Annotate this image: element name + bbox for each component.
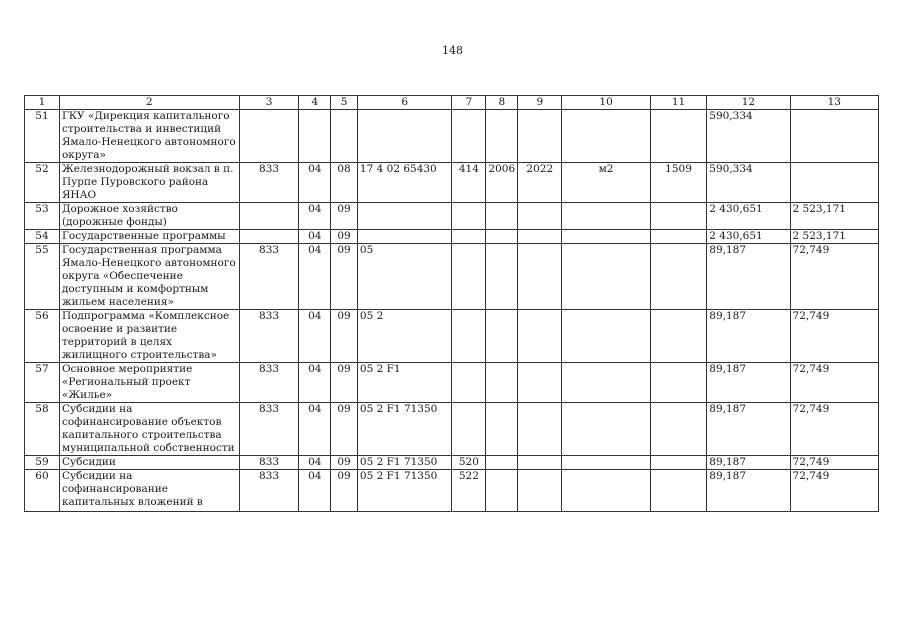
cell-end-year — [518, 470, 562, 512]
cell-unit — [562, 244, 650, 310]
cell-amount-year1: 89,187 — [707, 244, 790, 310]
cell-row-number: 57 — [25, 363, 60, 403]
cell-start-year — [486, 203, 518, 230]
cell-capacity — [650, 310, 707, 363]
cell-capacity — [650, 456, 707, 470]
column-header: 9 — [518, 96, 562, 110]
cell-unit — [562, 363, 650, 403]
cell-name: Подпрограмма «Комплексное освоение и развитие территорий в целях жилищного строительства» — [59, 310, 239, 363]
cell-row-number: 59 — [25, 456, 60, 470]
cell-amount-year2: 2 523,171 — [790, 230, 878, 244]
table-row — [25, 203, 879, 230]
cell-amount-year2 — [790, 110, 878, 163]
column-header: 1 — [25, 96, 60, 110]
cell-ministry: 833 — [239, 163, 299, 203]
cell-ministry: 833 — [239, 244, 299, 310]
cell-expense-type — [452, 244, 486, 310]
cell-section: 04 — [299, 244, 331, 310]
cell-target-article — [357, 230, 452, 244]
cell-unit — [562, 110, 650, 163]
cell-row-number: 60 — [25, 470, 60, 512]
cell-ministry: 833 — [239, 470, 299, 512]
cell-unit — [562, 310, 650, 363]
cell-capacity — [650, 110, 707, 163]
column-header: 3 — [239, 96, 299, 110]
cell-expense-type — [452, 403, 486, 456]
cell-unit — [562, 456, 650, 470]
column-header: 10 — [562, 96, 650, 110]
cell-name: Субсидии на софинансирование объектов капитального строительства муниципальной собственности — [59, 403, 239, 456]
cell-row-number: 58 — [25, 403, 60, 456]
cell-name: Дорожное хозяйство (дорожные фонды) — [59, 203, 239, 230]
cell-end-year: 2022 — [518, 163, 562, 203]
column-header: 8 — [486, 96, 518, 110]
table-row — [25, 363, 879, 403]
cell-start-year — [486, 310, 518, 363]
cell-expense-type — [452, 310, 486, 363]
cell-amount-year2: 72,749 — [790, 310, 878, 363]
header-row — [25, 96, 879, 110]
cell-unit — [562, 470, 650, 512]
cell-section: 04 — [299, 230, 331, 244]
cell-subsection: 09 — [331, 456, 358, 470]
column-header: 5 — [331, 96, 358, 110]
cell-ministry: 833 — [239, 363, 299, 403]
cell-capacity — [650, 203, 707, 230]
cell-ministry: 833 — [239, 310, 299, 363]
cell-subsection: 09 — [331, 470, 358, 512]
cell-ministry: 833 — [239, 456, 299, 470]
cell-name: Государственная программа Ямало-Ненецкого автономного округа «Обеспечение доступным и комфортным жильем населения» — [59, 244, 239, 310]
cell-subsection — [331, 110, 358, 163]
cell-section — [299, 110, 331, 163]
cell-end-year — [518, 310, 562, 363]
cell-capacity — [650, 403, 707, 456]
cell-end-year — [518, 456, 562, 470]
cell-amount-year2: 72,749 — [790, 456, 878, 470]
cell-expense-type — [452, 363, 486, 403]
cell-expense-type — [452, 110, 486, 163]
cell-subsection: 09 — [331, 403, 358, 456]
cell-start-year — [486, 110, 518, 163]
cell-subsection: 08 — [331, 163, 358, 203]
cell-target-article: 05 — [357, 244, 452, 310]
cell-start-year — [486, 230, 518, 244]
cell-subsection: 09 — [331, 230, 358, 244]
cell-unit — [562, 230, 650, 244]
table-row — [25, 470, 879, 512]
cell-end-year — [518, 203, 562, 230]
table-row — [25, 163, 879, 203]
cell-capacity — [650, 230, 707, 244]
column-header: 6 — [357, 96, 452, 110]
cell-section: 04 — [299, 163, 331, 203]
cell-row-number: 54 — [25, 230, 60, 244]
cell-start-year — [486, 403, 518, 456]
cell-target-article: 05 2 F1 — [357, 363, 452, 403]
cell-end-year — [518, 363, 562, 403]
cell-section: 04 — [299, 403, 331, 456]
column-header: 2 — [59, 96, 239, 110]
cell-amount-year1: 89,187 — [707, 456, 790, 470]
cell-start-year: 2006 — [486, 163, 518, 203]
table-row — [25, 456, 879, 470]
cell-amount-year1: 89,187 — [707, 363, 790, 403]
column-header: 7 — [452, 96, 486, 110]
cell-amount-year1: 2 430,651 — [707, 203, 790, 230]
cell-target-article — [357, 110, 452, 163]
cell-section: 04 — [299, 470, 331, 512]
cell-start-year — [486, 363, 518, 403]
cell-amount-year2: 72,749 — [790, 363, 878, 403]
cell-ministry: 833 — [239, 403, 299, 456]
cell-row-number: 56 — [25, 310, 60, 363]
cell-amount-year1: 2 430,651 — [707, 230, 790, 244]
cell-section: 04 — [299, 203, 331, 230]
cell-subsection: 09 — [331, 244, 358, 310]
cell-expense-type: 522 — [452, 470, 486, 512]
column-header: 11 — [650, 96, 707, 110]
cell-section: 04 — [299, 310, 331, 363]
cell-section: 04 — [299, 456, 331, 470]
cell-name: Государственные программы — [59, 230, 239, 244]
cell-row-number: 55 — [25, 244, 60, 310]
cell-amount-year1: 89,187 — [707, 403, 790, 456]
cell-target-article: 17 4 02 65430 — [357, 163, 452, 203]
cell-ministry — [239, 110, 299, 163]
cell-amount-year2: 72,749 — [790, 244, 878, 310]
cell-expense-type: 414 — [452, 163, 486, 203]
cell-section: 04 — [299, 363, 331, 403]
cell-start-year — [486, 470, 518, 512]
cell-expense-type — [452, 203, 486, 230]
cell-start-year — [486, 456, 518, 470]
cell-amount-year2: 2 523,171 — [790, 203, 878, 230]
cell-amount-year2 — [790, 163, 878, 203]
cell-expense-type: 520 — [452, 456, 486, 470]
cell-ministry — [239, 230, 299, 244]
table-row — [25, 244, 879, 310]
cell-row-number: 52 — [25, 163, 60, 203]
page-number: 148 — [442, 44, 463, 57]
cell-row-number: 53 — [25, 203, 60, 230]
cell-name: Субсидии — [59, 456, 239, 470]
cell-name: ГКУ «Дирекция капитального строительства и инвестиций Ямало-Ненецкого автономного округа» — [59, 110, 239, 163]
table-row — [25, 110, 879, 163]
cell-amount-year2: 72,749 — [790, 470, 878, 512]
cell-end-year — [518, 110, 562, 163]
cell-end-year — [518, 244, 562, 310]
cell-unit: м2 — [562, 163, 650, 203]
cell-target-article: 05 2 F1 71350 — [357, 470, 452, 512]
cell-name: Основное мероприятие «Региональный проект «Жилье» — [59, 363, 239, 403]
cell-start-year — [486, 244, 518, 310]
budget-table — [24, 95, 879, 512]
cell-amount-year2: 72,749 — [790, 403, 878, 456]
cell-name: Железнодорожный вокзал в п. Пурпе Пуровского района ЯНАО — [59, 163, 239, 203]
cell-name: Субсидии на софинансирование капитальных вложений в — [59, 470, 239, 512]
cell-capacity — [650, 470, 707, 512]
cell-target-article — [357, 203, 452, 230]
cell-capacity — [650, 244, 707, 310]
cell-expense-type — [452, 230, 486, 244]
column-header: 13 — [790, 96, 878, 110]
cell-amount-year1: 590,334 — [707, 110, 790, 163]
cell-amount-year1: 89,187 — [707, 310, 790, 363]
cell-ministry — [239, 203, 299, 230]
cell-capacity: 1509 — [650, 163, 707, 203]
cell-end-year — [518, 403, 562, 456]
cell-amount-year1: 89,187 — [707, 470, 790, 512]
cell-subsection: 09 — [331, 310, 358, 363]
cell-capacity — [650, 363, 707, 403]
cell-target-article: 05 2 F1 71350 — [357, 403, 452, 456]
cell-target-article: 05 2 F1 71350 — [357, 456, 452, 470]
cell-subsection: 09 — [331, 203, 358, 230]
table-row — [25, 310, 879, 363]
column-header: 12 — [707, 96, 790, 110]
cell-row-number: 51 — [25, 110, 60, 163]
table-row — [25, 403, 879, 456]
table-row — [25, 230, 879, 244]
cell-amount-year1: 590,334 — [707, 163, 790, 203]
cell-subsection: 09 — [331, 363, 358, 403]
cell-end-year — [518, 230, 562, 244]
cell-target-article: 05 2 — [357, 310, 452, 363]
cell-unit — [562, 203, 650, 230]
cell-unit — [562, 403, 650, 456]
column-header: 4 — [299, 96, 331, 110]
